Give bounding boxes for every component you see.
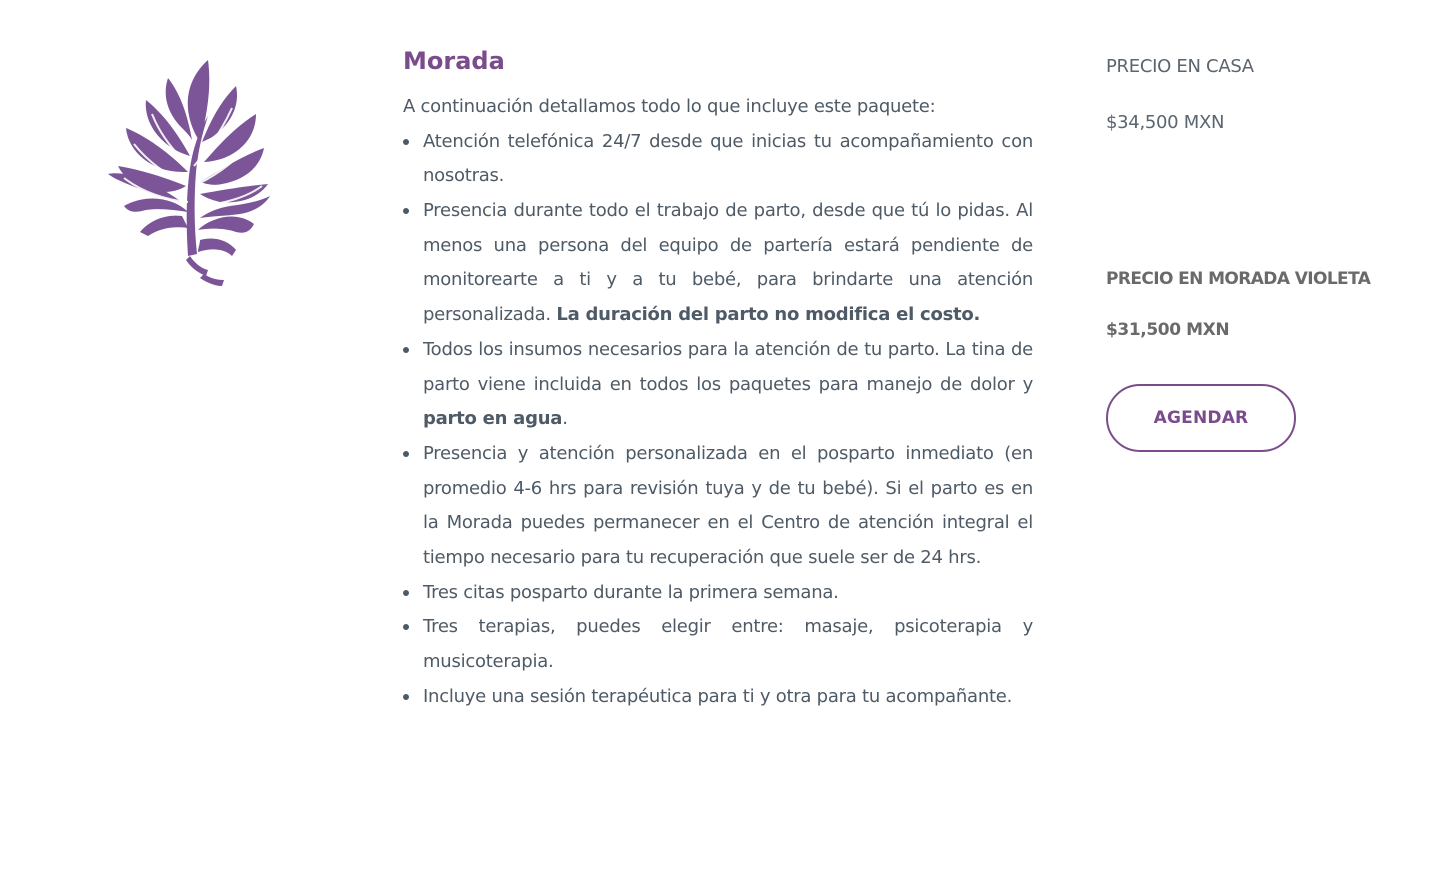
purple-leaf-logo-icon — [104, 56, 276, 286]
package-title: Morada — [403, 47, 505, 75]
list-item — [423, 610, 1033, 679]
feature-emphasis: parto en agua — [423, 408, 563, 430]
features-list — [403, 125, 1033, 715]
feature-text: Tres citas posparto durante la primera semana. — [423, 581, 839, 603]
list-item — [423, 125, 1033, 194]
package-intro: A continuación detallamos todo lo que incluye este paquete: — [403, 96, 936, 117]
list-item — [423, 680, 1033, 715]
feature-text: Incluye una sesión terapéutica para ti y otra para tu acompañante. — [423, 685, 1013, 707]
feature-text-end: . — [562, 408, 568, 430]
feature-text: Presencia durante todo el trabajo de parto, desde que tú lo pidas. Al menos una persona del equipo de partería estará pendiente de monitorearte a ti y a tu bebé, para brindarte una atención personalizada. — [423, 200, 1033, 326]
package-details — [403, 44, 1033, 715]
feature-text: Tres terapias, puedes elegir entre: masaje, psicoterapia y musicoterapia. — [423, 616, 1033, 673]
home-price-label: PRECIO EN CASA — [1106, 56, 1254, 77]
feature-text: Atención telefónica 24/7 desde que inicias tu acompañamiento con nosotras. — [423, 130, 1033, 187]
feature-emphasis: La duración del parto no modifica el costo. — [556, 304, 981, 326]
list-item — [423, 437, 1033, 576]
center-price-label: PRECIO EN MORADA VIOLETA — [1106, 269, 1371, 289]
list-item — [423, 194, 1033, 333]
list-item — [423, 576, 1033, 611]
feature-text: Todos los insumos necesarios para la atención de tu parto. La tina de parto viene incluida en todos los paquetes para manejo de dolor y — [423, 338, 1033, 395]
center-price-value: $31,500 MXN — [1106, 320, 1230, 340]
feature-text: Presencia y atención personalizada en el posparto inmediato (en promedio 4-6 hrs para revisión tuya y de tu bebé). Si el parto es en la Morada puedes permanecer en el Centro de atención integral el tiempo necesario para tu recuperación que suele ser de 24 hrs. — [423, 442, 1033, 569]
list-item — [423, 333, 1033, 437]
agendar-button[interactable]: AGENDAR — [1106, 384, 1296, 452]
home-price-value: $34,500 MXN — [1106, 112, 1225, 133]
